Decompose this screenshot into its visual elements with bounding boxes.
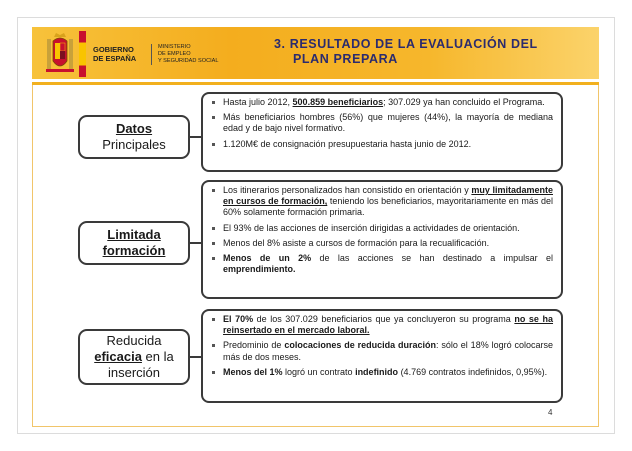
- emphasis: indefinido: [355, 366, 399, 377]
- bullet-eficacia-3: [209, 367, 553, 378]
- bullet-formacion-2: [209, 223, 553, 234]
- box-reducida-eficacia: [201, 309, 563, 403]
- ministerio-line2: DE EMPLEO: [158, 50, 191, 57]
- page-number: 4: [548, 408, 553, 417]
- bullet-formacion-4: [209, 253, 553, 275]
- bullet-datos-1: [209, 97, 553, 108]
- label-limitada-formacion: [78, 221, 190, 265]
- ministerio-line3: Y SEGURIDAD SOCIAL: [158, 57, 219, 64]
- label-eficacia-line2: en la: [141, 349, 174, 364]
- text: 1.120M€ de consignación presupuestaria hasta junio de 2012.: [223, 138, 472, 149]
- connector-datos: [190, 136, 201, 138]
- bullet-eficacia-1: [209, 314, 553, 336]
- bullet-datos-3: [209, 139, 553, 150]
- text: : sólo el 18% logró colocarse más de dos meses.: [223, 340, 553, 362]
- label-datos-principales: [78, 115, 190, 159]
- connector-formacion: [190, 242, 201, 244]
- bullet-datos-2: [209, 112, 553, 134]
- text: Los itinerarios personalizados han consistido en orientación y: [223, 185, 472, 195]
- ministerio-text: [151, 44, 221, 65]
- bullet-formacion-3: [209, 238, 553, 249]
- label-formacion-line1: Limitada: [107, 227, 161, 242]
- text: de los 307.029 beneficiarios que ya concluyeron su programa: [253, 314, 515, 324]
- text: ; 307.029 ya han concluido el Programa.: [383, 97, 545, 107]
- bullet-formacion-1: [209, 185, 553, 219]
- text: (4.769 contratos indefinidos, 0,95%).: [398, 366, 548, 377]
- text: El 93% de las acciones de inserción dirigidas a actividades de orientación.: [223, 222, 520, 233]
- text: Hasta julio 2012,: [223, 97, 293, 107]
- text: Más beneficiarios hombres (56%) que mujeres (44%), la mayoría de mediana edad y de bajo nivel formativo.: [223, 112, 553, 134]
- emphasis: Menos del 1%: [223, 366, 283, 377]
- label-reducida-eficacia: [78, 329, 190, 385]
- slide-title: [274, 37, 584, 67]
- label-eficacia-emphasis: eficacia: [94, 349, 142, 364]
- ministerio-line1: MINISTERIO: [158, 43, 191, 50]
- emphasis: 500.859 beneficiarios: [292, 97, 384, 107]
- gobierno-line1: GOBIERNO: [93, 45, 134, 54]
- connector-eficacia: [190, 356, 201, 358]
- text: de las acciones se han destinado a impulsar el: [311, 253, 553, 264]
- text: Menos del 8% asiste a cursos de formación para la recualificación.: [223, 237, 490, 248]
- emphasis: colocaciones de reducida duración: [284, 340, 437, 351]
- label-eficacia-line3: inserción: [107, 365, 161, 380]
- spain-flag-icon: [79, 31, 86, 77]
- slide-title-line1: 3. RESULTADO DE LA EVALUACIÓN DEL: [274, 37, 538, 51]
- text: logró un contrato: [282, 366, 356, 377]
- label-formacion-line2: formación: [102, 243, 166, 258]
- label-datos-line2: Principales: [102, 137, 166, 152]
- text: Predominio de: [223, 340, 285, 351]
- box-limitada-formacion: [201, 180, 563, 299]
- label-eficacia-line1: Reducida: [106, 333, 162, 348]
- bullet-eficacia-2: [209, 340, 553, 362]
- emphasis: muy limitadamente en cursos de formación,: [223, 185, 553, 207]
- text: teniendo los beneficiarios, mayoritariamente en más del 60% solamente formación primaria.: [223, 196, 553, 218]
- government-logo: [45, 30, 221, 78]
- emphasis: emprendimiento.: [223, 264, 296, 275]
- emphasis: no se ha reinsertado en el mercado laboral.: [223, 314, 554, 336]
- emphasis: El 70%: [223, 314, 254, 324]
- coat-of-arms-icon: [45, 31, 75, 77]
- gobierno-line2: DE ESPAÑA: [93, 54, 137, 63]
- slide-title-line2: PLAN PREPARA: [293, 52, 398, 66]
- gobierno-text: [93, 45, 141, 63]
- label-datos-line1: Datos: [115, 121, 153, 136]
- emphasis: Menos de un 2%: [223, 253, 312, 264]
- box-datos-principales: [201, 92, 563, 172]
